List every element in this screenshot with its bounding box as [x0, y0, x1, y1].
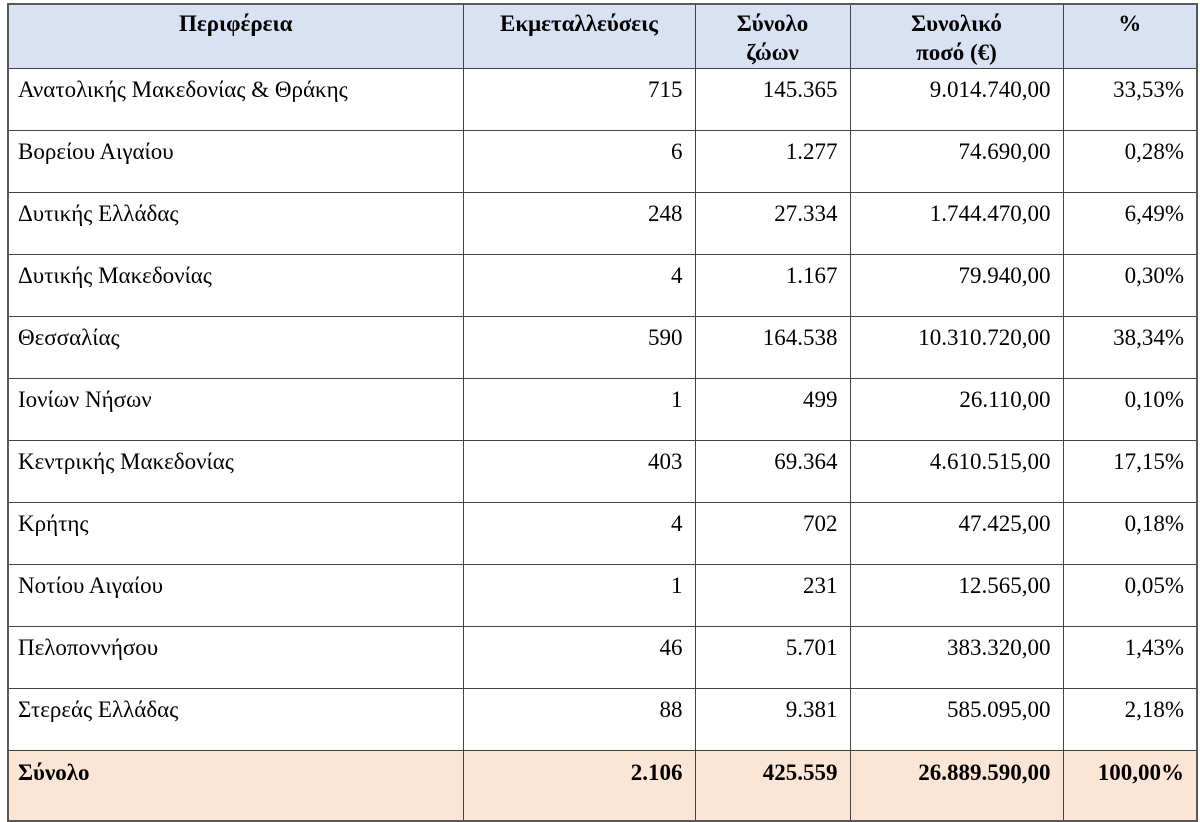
percent-cell: 1,43%: [1063, 626, 1197, 688]
regions-table: [7, 3, 1198, 822]
holdings-cell: 1: [463, 378, 695, 440]
holdings-cell: 6: [463, 130, 695, 192]
animals-cell: 27.334: [695, 192, 850, 254]
holdings-cell: 88: [463, 688, 695, 750]
region-cell: Δυτικής Μακεδονίας: [8, 254, 463, 316]
table-row: [8, 688, 1197, 750]
percent-cell: 0,10%: [1063, 378, 1197, 440]
table-row: [8, 378, 1197, 440]
animals-cell: 1.167: [695, 254, 850, 316]
holdings-cell: 248: [463, 192, 695, 254]
amount-cell: 26.110,00: [850, 378, 1063, 440]
amount-cell: 12.565,00: [850, 564, 1063, 626]
region-cell: Ανατολικής Μακεδονίας & Θράκης: [8, 68, 463, 130]
holdings-cell: 590: [463, 316, 695, 378]
total-label-cell: Σύνολο: [8, 750, 463, 821]
region-cell: Κρήτης: [8, 502, 463, 564]
amount-cell: 383.320,00: [850, 626, 1063, 688]
regions-table-container: [7, 3, 1198, 822]
holdings-cell: 1: [463, 564, 695, 626]
percent-cell: 33,53%: [1063, 68, 1197, 130]
region-cell: Βορείου Αιγαίου: [8, 130, 463, 192]
header-row: [8, 4, 1197, 68]
animals-cell: 69.364: [695, 440, 850, 502]
amount-cell: 1.744.470,00: [850, 192, 1063, 254]
table-row: [8, 254, 1197, 316]
table-row: [8, 502, 1197, 564]
percent-cell: 2,18%: [1063, 688, 1197, 750]
table-row: [8, 68, 1197, 130]
column-header-animals-line2: ζώων: [746, 39, 799, 65]
table-header: [8, 4, 1197, 68]
animals-cell: 231: [695, 564, 850, 626]
holdings-cell: 403: [463, 440, 695, 502]
holdings-cell: 4: [463, 502, 695, 564]
total-holdings-cell: 2.106: [463, 750, 695, 821]
animals-cell: 145.365: [695, 68, 850, 130]
percent-cell: 6,49%: [1063, 192, 1197, 254]
table-row: [8, 316, 1197, 378]
table-row: [8, 130, 1197, 192]
amount-cell: 4.610.515,00: [850, 440, 1063, 502]
amount-cell: 10.310.720,00: [850, 316, 1063, 378]
animals-cell: 1.277: [695, 130, 850, 192]
animals-cell: 702: [695, 502, 850, 564]
table-row: [8, 192, 1197, 254]
total-percent-cell: 100,00%: [1063, 750, 1197, 821]
column-header-amount-line2: ποσό (€): [916, 39, 997, 65]
percent-cell: 0,28%: [1063, 130, 1197, 192]
amount-cell: 47.425,00: [850, 502, 1063, 564]
holdings-cell: 715: [463, 68, 695, 130]
percent-cell: 0,18%: [1063, 502, 1197, 564]
percent-cell: 17,15%: [1063, 440, 1197, 502]
region-cell: Πελοποννήσου: [8, 626, 463, 688]
total-row: [8, 750, 1197, 821]
region-cell: Κεντρικής Μακεδονίας: [8, 440, 463, 502]
table-row: [8, 626, 1197, 688]
total-amount-cell: 26.889.590,00: [850, 750, 1063, 821]
region-cell: Δυτικής Ελλάδας: [8, 192, 463, 254]
region-cell: Θεσσαλίας: [8, 316, 463, 378]
column-header-region: Περιφέρεια: [8, 4, 463, 68]
amount-cell: 74.690,00: [850, 130, 1063, 192]
column-header-amount-line1: Συνολικό: [911, 11, 1002, 36]
percent-cell: 38,34%: [1063, 316, 1197, 378]
region-cell: Στερεάς Ελλάδας: [8, 688, 463, 750]
table-row: [8, 564, 1197, 626]
animals-cell: 9.381: [695, 688, 850, 750]
region-cell: Ιονίων Νήσων: [8, 378, 463, 440]
holdings-cell: 4: [463, 254, 695, 316]
amount-cell: 9.014.740,00: [850, 68, 1063, 130]
column-header-animals-line1: Σύνολο: [736, 11, 809, 36]
amount-cell: 585.095,00: [850, 688, 1063, 750]
column-header-amount: [850, 4, 1063, 68]
animals-cell: 5.701: [695, 626, 850, 688]
animals-cell: 164.538: [695, 316, 850, 378]
region-cell: Νοτίου Αιγαίου: [8, 564, 463, 626]
amount-cell: 79.940,00: [850, 254, 1063, 316]
percent-cell: 0,30%: [1063, 254, 1197, 316]
table-body: [8, 68, 1197, 821]
animals-cell: 499: [695, 378, 850, 440]
total-animals-cell: 425.559: [695, 750, 850, 821]
table-row: [8, 440, 1197, 502]
column-header-percent: %: [1063, 4, 1197, 68]
holdings-cell: 46: [463, 626, 695, 688]
column-header-holdings: Εκμεταλλεύσεις: [463, 4, 695, 68]
column-header-animals: [695, 4, 850, 68]
percent-cell: 0,05%: [1063, 564, 1197, 626]
